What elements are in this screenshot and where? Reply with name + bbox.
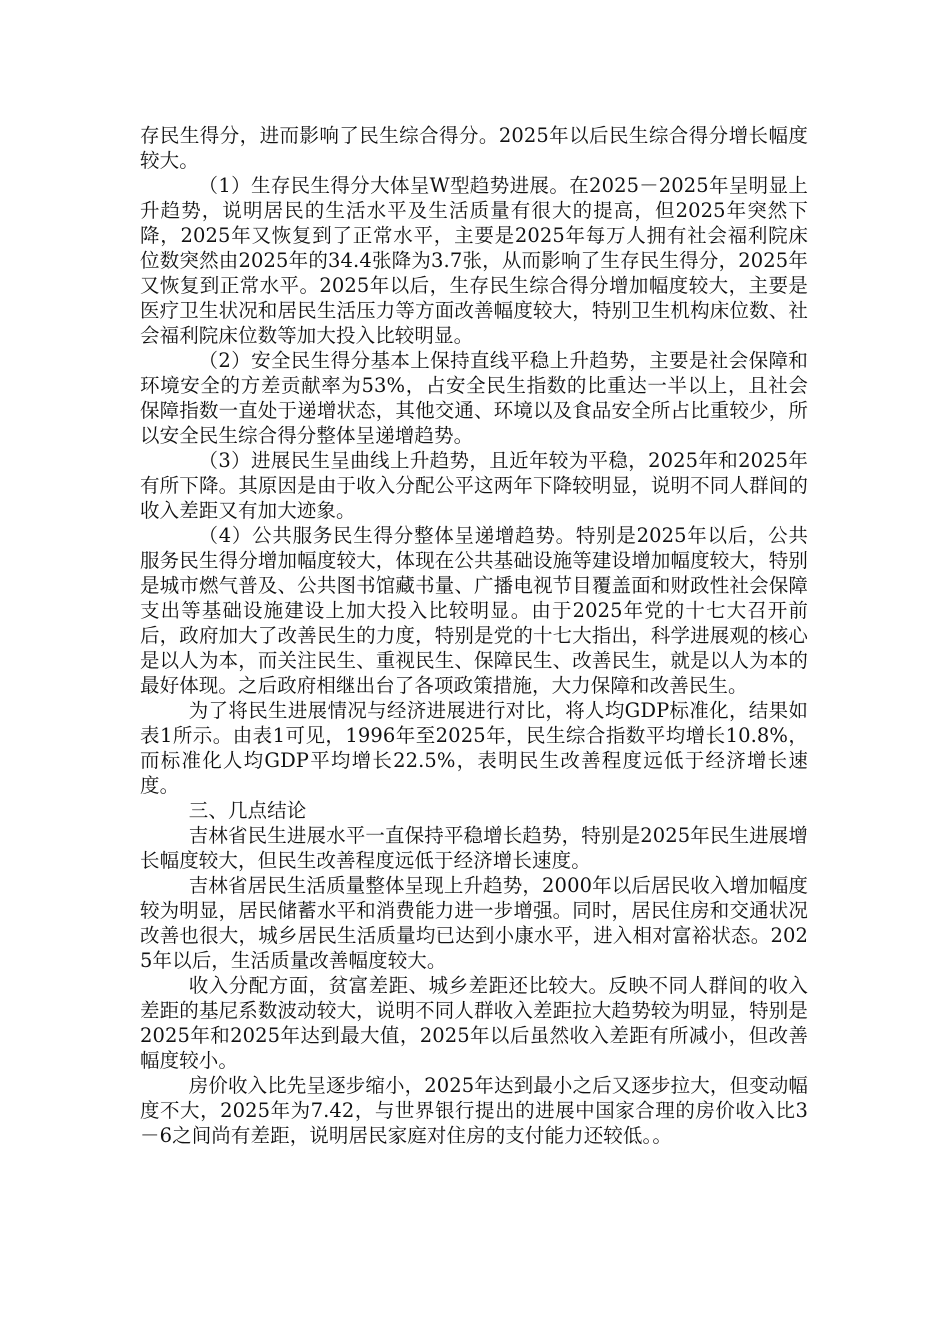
- paragraph-gdp-comparison: 为了将民生进展情况与经济进展进行对比，将人均GDP标准化，结果如表1所示。由表1可见，1996年至2025年，民生综合指数平均增长10.8%，而标准化人均GDP平均增长22.5%，表明民生改善程度远低于经济增长速度。: [140, 699, 808, 797]
- paragraph-security-livelihood: （2）安全民生得分基本上保持直线平稳上升趋势，主要是社会保障和环境安全的方差贡献率为53%，占安全民生指数的比重达一半以上，且社会保障指数一直处于递增状态，其他交通、环境以及食品安全所占比重较少，所以安全民生综合得分整体呈递增趋势。: [140, 349, 808, 447]
- paragraph-development-livelihood: （3）进展民生呈曲线上升趋势，且近年较为平稳，2025年和2025年有所下降。其原因是由于收入分配公平这两年下降较明显，说明不同人群间的收入差距又有加大迹象。: [140, 449, 808, 522]
- section-heading-conclusions: 三、几点结论: [188, 799, 307, 822]
- paragraph-survival-livelihood: （1）生存民生得分大体呈W型趋势进展。在2025－2025年呈明显上升趋势，说明居民的生活水平及生活质量有很大的提高，但2025年突然下降，2025年又恢复到了正常水平，主要是2025年每万人拥有社会福利院床位数突然由2025年的34.4张降为3.7张，从而影响了生存民生得分，2025年又恢复到正常水平。2025年以后，生存民生综合得分增加幅度较大，主要是医疗卫生状况和居民生活压力等方面改善幅度较大，特别卫生机构床位数、社会福利院床位数等加大投入比较明显。: [140, 174, 808, 347]
- document-body: [140, 123, 808, 1148]
- paragraph-conclusion-2: 吉林省居民生活质量整体呈现上升趋势，2000年以后居民收入增加幅度较为明显，居民储蓄水平和消费能力进一步增强。同时，居民住房和交通状况改善也很大，城乡居民生活质量均已达到小康水平，进入相对富裕状态。2025年以后，生活质量改善幅度较大。: [140, 874, 808, 972]
- paragraph-conclusion-3: 收入分配方面，贫富差距、城乡差距还比较大。反映不同人群间的收入差距的基尼系数波动较大，说明不同人群收入差距拉大趋势较为明显，特别是2025年和2025年达到最大值，2025年以后虽然收入差距有所减小，但改善幅度较小。: [140, 974, 808, 1072]
- paragraph-conclusion-4: 房价收入比先呈逐步缩小，2025年达到最小之后又逐步拉大，但变动幅度不大，2025年为7.42，与世界银行提出的进展中国家合理的房价收入比3－6之间尚有差距，说明居民家庭对住房的支付能力还较低。。: [140, 1074, 808, 1147]
- paragraph-continuation: 存民生得分，进而影响了民生综合得分。2025年以后民生综合得分增长幅度较大。: [140, 124, 808, 172]
- paragraph-conclusion-1: 吉林省民生进展水平一直保持平稳增长趋势，特别是2025年民生进展增长幅度较大，但民生改善程度远低于经济增长速度。: [140, 824, 808, 872]
- paragraph-public-service-livelihood: （4）公共服务民生得分整体呈递增趋势。特别是2025年以后，公共服务民生得分增加幅度较大，体现在公共基础设施等建设增加幅度较大，特别是城市燃气普及、公共图书馆藏书量、广播电视节目覆盖面和财政性社会保障支出等基础设施建设上加大投入比较明显。由于2025年党的十七大召开前后，政府加大了改善民生的力度，特别是党的十七大指出，科学进展观的核心是以人为本，而关注民生、重视民生、保障民生、改善民生，就是以人为本的最好体现。之后政府相继出台了各项政策措施，大力保障和改善民生。: [140, 524, 808, 697]
